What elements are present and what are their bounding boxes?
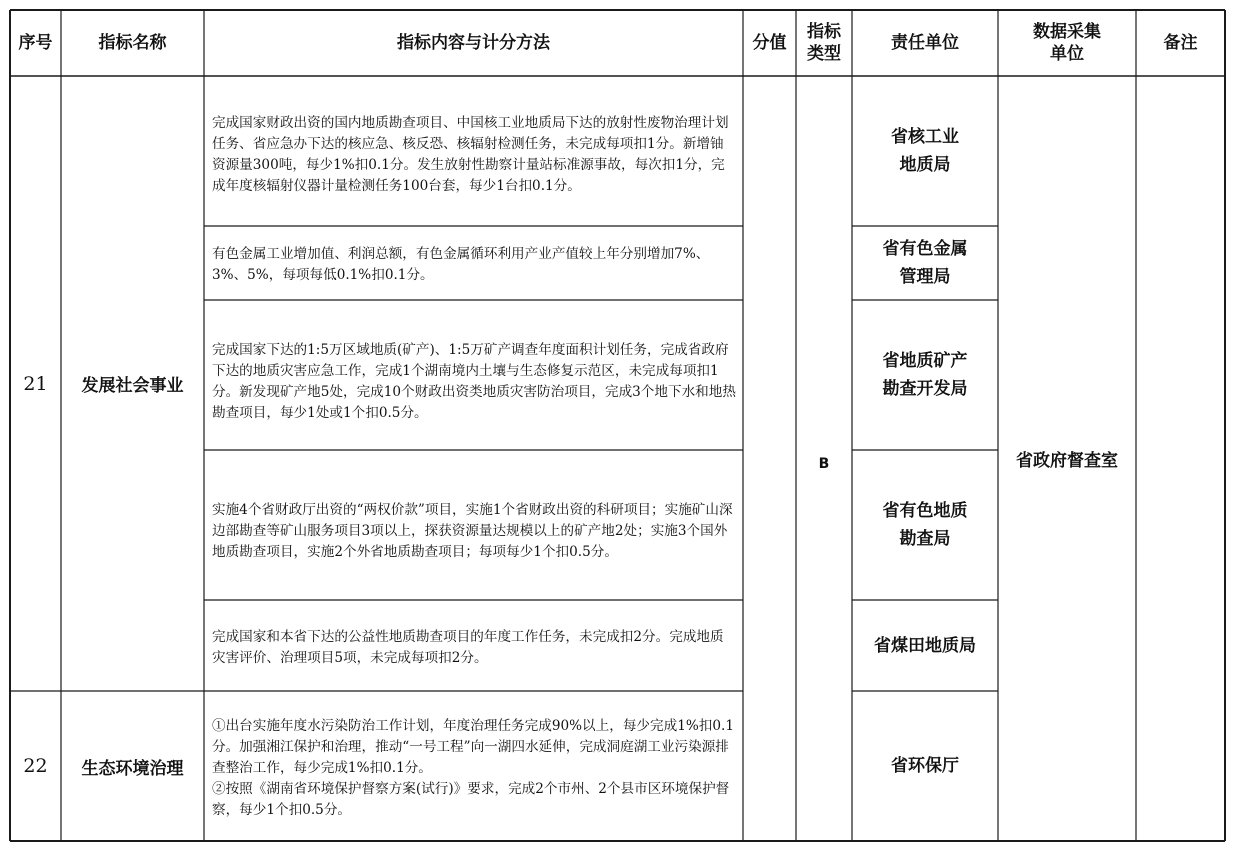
content-nuclear-geology: 完成国家财政出资的国内地质勘查项目、中国核工业地质局下达的放射性废物治理计划任务、省应急办下达的核应急、核反恐、核辐射检测任务，未完成每项扣1分。新增铀资源量300吨，每少1%扣0.1分。发生放射性勘察计量站标准源事故，每次扣1分，完成年度核辐射仪器计量检测任务100台套，每少1台扣0.1分。 bbox=[212, 115, 729, 194]
unit-nonferrous-geology-bureau: 省有色地质 勘查局 bbox=[882, 501, 968, 549]
header-content: 指标内容与计分方法 bbox=[397, 33, 550, 53]
content-nonferrous-geology: 实施4个省财政厅出资的“两权价款”项目，实施1个省财政出资的科研项目；实施矿山深边部勘查等矿山服务项目3项以上，探获资源量达规模以上的矿产地2处；实施3个国外地质勘查项目，实施2个外省地质勘查项目；每项每少1个扣0.5分。 bbox=[212, 501, 733, 560]
row-22-seq: 22 bbox=[23, 755, 48, 777]
row-22-name: 生态环境治理 bbox=[81, 758, 184, 779]
unit-environment-department: 省环保厅 bbox=[891, 756, 959, 776]
header-seq: 序号 bbox=[18, 33, 53, 53]
unit-nuclear-geology-bureau: 省核工业 地质局 bbox=[891, 127, 959, 175]
indicator-type: B bbox=[818, 455, 830, 472]
header-type: 指标 类型 bbox=[807, 22, 841, 64]
row-21-name: 发展社会事业 bbox=[81, 376, 184, 396]
content-geology-minerals: 完成国家下达的1:5万区域地质(矿产)、1:5万矿产调查年度面积计划任务，完成省政府下达的地质灾害应急工作，完成1个湖南境内土壤与生态修复示范区，未完成每项扣1分。新发现矿产地5处，完成10个财政出资类地质灾害防治项目，完成3个地下水和地热勘查项目，每少1处或1个扣0.5分。 bbox=[212, 342, 736, 421]
content-coalfield-geology: 完成国家和本省下达的公益性地质勘查项目的年度工作任务，未完成扣2分。完成地质灾害评价、治理项目5项，未完成每项扣2分。 bbox=[212, 629, 724, 666]
header-collector: 数据采集 单位 bbox=[1033, 22, 1101, 64]
header-remark: 备注 bbox=[1163, 33, 1198, 53]
unit-coalfield-geology-bureau: 省煤田地质局 bbox=[874, 635, 976, 656]
row-21-seq: 21 bbox=[23, 372, 48, 395]
unit-nonferrous-metals-bureau: 省有色金属 管理局 bbox=[882, 239, 968, 287]
data-collector: 省政府督查室 bbox=[1016, 451, 1118, 471]
remark-cell bbox=[1136, 76, 1225, 841]
content-environment: ①出台实施年度水污染防治工作计划，年度治理任务完成90%以上，每少完成1%扣0.1分。加强湘江保护和治理，推动“一号工程”向一湖四水延伸，完成洞庭湖工业污染源排查整治工作，每少完成1%扣0.1分。 ②按照《湖南省环境保护督察方案(试行)》要求，完成2个市州、2个县市区环境保护督察，每少1个扣0.5分。 bbox=[212, 717, 734, 818]
score-cell bbox=[743, 76, 796, 841]
header-unit: 责任单位 bbox=[891, 33, 959, 53]
unit-geology-minerals-bureau: 省地质矿产 勘查开发局 bbox=[882, 351, 968, 399]
header-score: 分值 bbox=[752, 33, 787, 53]
header-name: 指标名称 bbox=[98, 33, 167, 53]
content-nonferrous-metals: 有色金属工业增加值、利润总额，有色金属循环利用产业产值较上年分别增加7%、3%、5%，每项每低0.1%扣0.1分。 bbox=[212, 246, 710, 283]
